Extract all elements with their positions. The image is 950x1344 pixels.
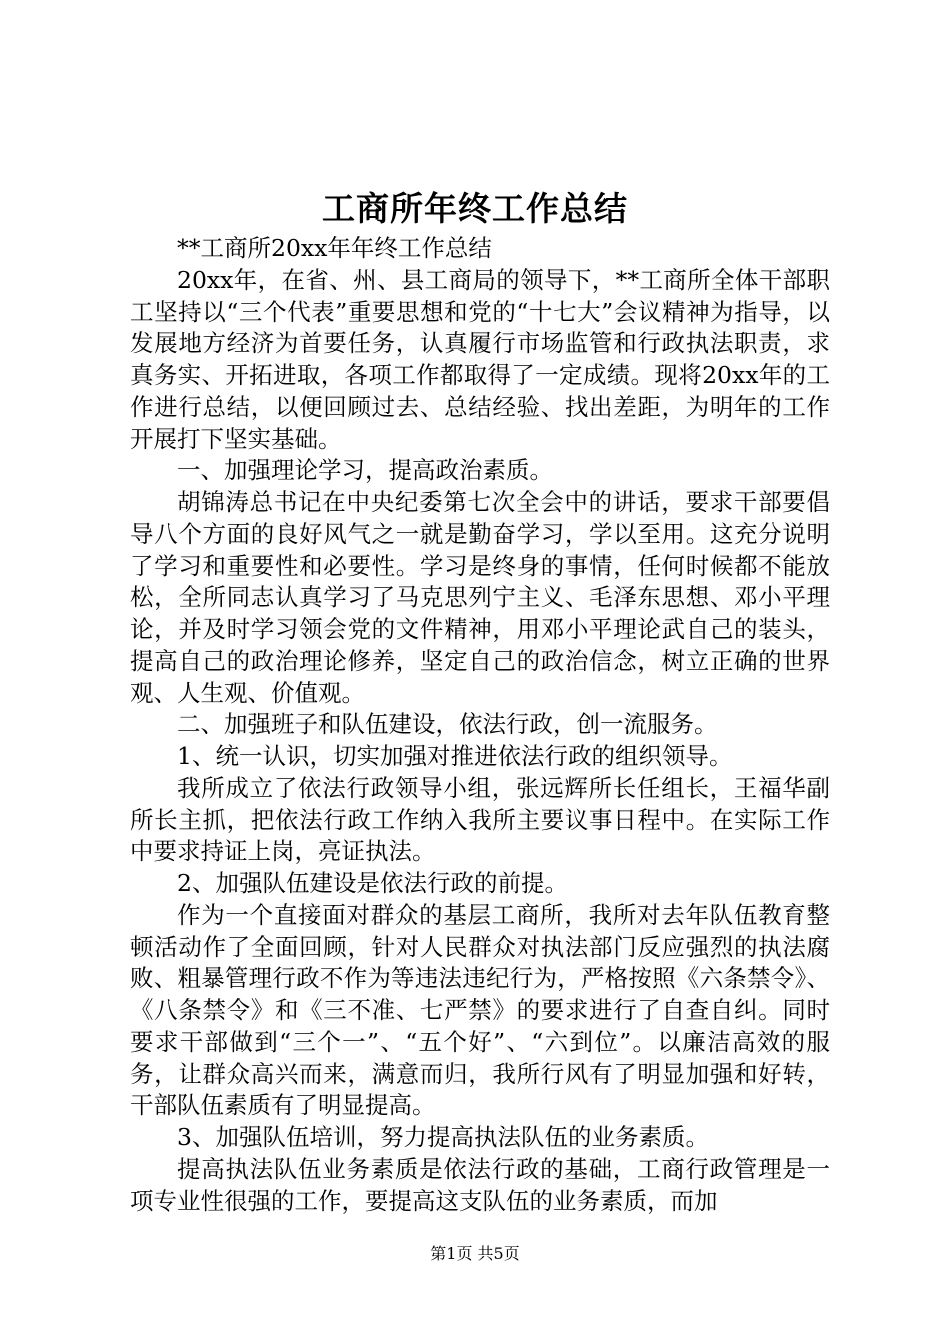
paragraph-heading-line: **工商所20xx年年终工作总结 bbox=[177, 234, 492, 262]
paragraph-team-building: 作为一个直接面对群众的基层工商所，我所对去年队伍教育整顿活动作了全面回顾，针对人民群众对执法部门反应强烈的执法腐败、粗暴管理行政不作为等违法违纪行为，严格按照《六条禁令》、《八条禁令》和《三不准、七严禁》的要求进行了自查自纠。同时要求干部做到“三个一”、“五个好”、“六到位”。以廉洁高效的服务，让群众高兴而来，满意而归，我所行风有了明显加强和好转，干部队伍素质有了明显提高。 bbox=[130, 900, 830, 1120]
subsection-heading-2: 2、加强队伍建设是依法行政的前提。 bbox=[177, 869, 568, 897]
page-number-footer: 第1页 共5页 bbox=[430, 1244, 520, 1263]
paragraph-theory-study: 胡锦涛总书记在中央纪委第七次全会中的讲话，要求干部要倡导八个方面的良好风气之一就是勤奋学习，学以至用。这充分说明了学习和重要性和必要性。学习是终身的事情，任何时候都不能放松，全所同志认真学习了马克思列宁主义、毛泽东思想、邓小平理论，并及时学习领会党的文件精神，用邓小平理论武自己的装头，提高自己的政治理论修养，坚定自己的政治信念，树立正确的世界观、人生观、价值观。 bbox=[130, 488, 830, 707]
paragraph-training: 提高执法队伍业务素质是依法行政的基础，工商行政管理是一项专业性很强的工作，要提高这支队伍的业务素质，而加 bbox=[130, 1154, 830, 1215]
document-title: 工商所年终工作总结 bbox=[322, 189, 628, 228]
paragraph-leadership-group: 我所成立了依法行政领导小组，张远辉所长任组长，王福华副所长主抓，把依法行政工作纳入我所主要议事日程中。在实际工作中要求持证上岗，亮证执法。 bbox=[130, 773, 830, 866]
section-heading-1: 一、加强理论学习，提高政治素质。 bbox=[177, 456, 553, 485]
document-body bbox=[130, 233, 830, 1217]
paragraph-intro: 20xx年，在省、州、县工商局的领导下，**工商所全体干部职工坚持以“三个代表”重要思想和党的“十七大”会议精神为指导，以发展地方经济为首要任务，认真履行市场监管和行政执法职责，求真务实、开拓进取，各项工作都取得了一定成绩。现将20xx年的工作进行总结，以便回顾过去、总结经验、找出差距，为明年的工作开展打下坚实基础。 bbox=[130, 265, 830, 453]
subsection-heading-3: 3、加强队伍培训，努力提高执法队伍的业务素质。 bbox=[177, 1123, 709, 1151]
subsection-heading-1: 1、统一认识，切实加强对推进依法行政的组织领导。 bbox=[177, 742, 733, 770]
section-heading-2: 二、加强班子和队伍建设，依法行政，创一流服务。 bbox=[177, 710, 718, 739]
